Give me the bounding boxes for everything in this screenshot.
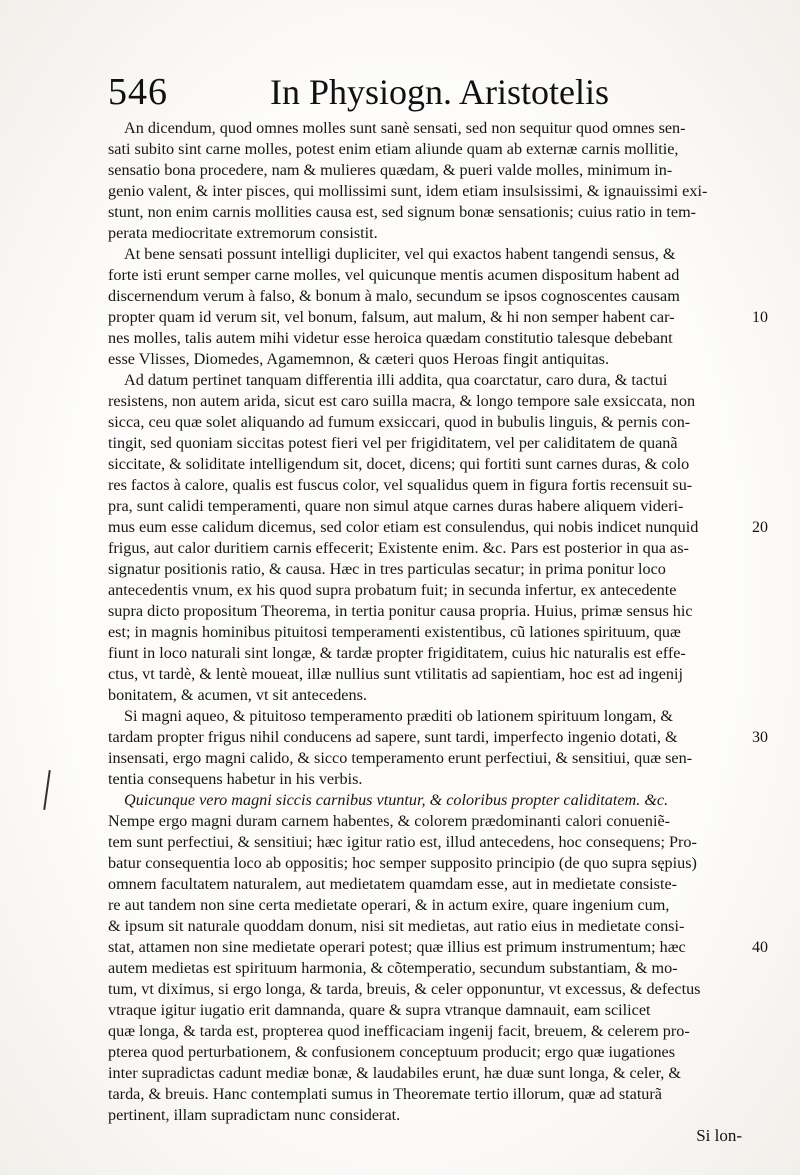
text-line: Ad datum pertinet tanquam differentia illi addita, qua coarctatur, caro dura, & tactui — [124, 371, 668, 389]
text-line: resistens, non autem arida, sicut est caro suilla macra, & longo tempore sale exsiccata, non — [108, 392, 696, 410]
margin-pen-mark — [43, 770, 51, 810]
margin-line-number: 40 — [752, 939, 768, 956]
text-line: est; in magnis hominibus pituitosi temperamenti existentibus, cũ lationes spirituum, quæ — [108, 623, 681, 641]
text-line: pertinent, illam supradictam nunc considerat. — [108, 1106, 401, 1124]
margin-line-number: 10 — [752, 309, 768, 326]
text-line: Si magni aqueo, & pituitoso temperamento præditi ob lationem spirituum longam, & — [124, 707, 673, 725]
text-line: fiunt in loco naturali sint longæ, & tardæ propter frigiditatem, cuius hic naturalis est effe- — [108, 644, 686, 662]
text-line: & ipsum sit naturale quoddam donum, nisi sit medietas, aut ratio eius in medietate consi- — [108, 917, 685, 935]
text-line: discernendum verum à falso, & bonum à malo, secundum se ipsos cognoscentes causam — [108, 287, 680, 305]
text-line: res factos à calore, qualis est fuscus color, vel squalidus quem in figura fortis recensuit su- — [108, 476, 693, 494]
text-line: tentia consequens habetur in his verbis. — [108, 770, 363, 788]
text-line: siccitate, & soliditate intelligendum sit, docet, dicens; qui fortiti sunt carnes duras, & colo — [108, 455, 690, 473]
text-line: re aut tandem non sine certa medietate operari, & in actum exire, quare ingenium cum, — [108, 896, 670, 914]
text-line: ctus, vt tardè, & lentè moueat, illæ nullius sunt vtilitatis ad sapientiam, hoc est ad ingenij — [108, 665, 684, 683]
text-line: forte isti erunt semper carne molles, vel quicunque mentis acumen dispositum habent ad — [108, 266, 680, 284]
text-line: mus eum esse calidum dicemus, sed color etiam est consulendus, qui nobis indicet nunquid — [108, 518, 699, 536]
text-line: supra dicto propositum Theorema, in tertia ponitur causa propria. Huius, primæ sensus hic — [108, 602, 693, 620]
text-line: vtraque igitur iugatio erit damnanda, quare & supra vtranque damnauit, eam scilicet — [108, 1001, 651, 1019]
text-line: pra, sunt calidi temperamenti, quare non simul atque carnes duras habere aliquem videri- — [108, 497, 684, 515]
text-line: stat, attamen non sine medietate operari potest; quæ illius est primum instrumentum; hæc — [108, 938, 686, 956]
text-line: An dicendum, quod omnes molles sunt sanè sensati, sed non sequitur quod omnes sen- — [124, 119, 686, 137]
text-line: signatur positionis ratio, & causa. Hæc in tres particulas secatur; in prima ponitur loco — [108, 560, 666, 578]
text-line: genio valent, & inter pisces, qui mollissimi sunt, idem etiam insulsissimi, & ignauissimi exi- — [108, 182, 708, 200]
body-text — [108, 118, 758, 1126]
text-line: propter quam id verum sit, vel bonum, falsum, aut malum, & hi non semper habent car- — [108, 308, 675, 326]
page-header — [108, 68, 628, 116]
text-line: frigus, aut calor duritiem carnis effecerit; Existente enim. &c. Pars est posterior in qua as- — [108, 539, 689, 557]
text-line: batur consequentia loco ab oppositis; hoc semper supposito principio (de quo supra sępius) — [108, 854, 697, 872]
text-line: esse Vlisses, Diomedes, Agamemnon, & cæteri quos Heroas fingit antiquitas. — [108, 350, 609, 368]
text-line: sicca, ceu quæ solet aliquando ad fumum exsiccari, quod in bubulis linguis, & pernis con- — [108, 413, 691, 431]
text-line: Nempe ergo magni duram carnem habentes, & colorem prædominanti calori conueniẽ- — [108, 812, 671, 830]
text-line: sati subito sint carne molles, potest enim etiam aliunde quam ab externæ carnis mollitie, — [108, 140, 679, 158]
text-line: tingit, sed quoniam siccitas potest fieri vel per frigiditatem, vel per caliditatem de quanã — [108, 434, 678, 452]
text-line: insensati, ergo magni calido, & sicco temperamento erunt perfectiui, & sensitiui, quæ sen- — [108, 749, 693, 767]
text-line: sensatio bona procedere, nam & mulieres quædam, & pueri valde molles, minimum in- — [108, 161, 673, 179]
text-line: perata mediocritate extremorum consistit. — [108, 224, 378, 242]
text-line: At bene sensati possunt intelligi dupliciter, vel qui exactos habent tangendi sensus, & — [124, 245, 676, 263]
text-line: tardam propter frigus nihil conducens ad sapere, sunt tardi, imperfecto ingenio dotati, & — [108, 728, 678, 746]
text-line: tem sunt perfectiui, & sensitiui; hæc igitur ratio est, illud antecedens, hoc consequens; Pro- — [108, 833, 697, 851]
text-line: omnem facultatem naturalem, aut medietatem quamdam esse, aut in medietate consiste- — [108, 875, 678, 893]
text-line: antecedentis vnum, ex his quod supra probatum fuit; in secunda infertur, ex antecedente — [108, 581, 677, 599]
text-line: tum, vt diximus, si ergo longa, & tarda, breuis, & celer opponuntur, vt excessus, & defectus — [108, 980, 701, 998]
text-line: tarda, & breuis. Hanc contemplati sumus in Theoremate tertio illorum, quæ ad staturã — [108, 1085, 662, 1103]
text-line: nes molles, talis autem mihi videtur esse heroica quædam constitutio talesque debebant — [108, 329, 673, 347]
margin-line-number: 30 — [752, 729, 768, 746]
text-line: stunt, non enim carnis mollities causa est, sed signum bonæ sensationis; cuius ratio in tem- — [108, 203, 697, 221]
text-line: Quicunque vero magni siccis carnibus vtuntur, & coloribus propter caliditatem. &c. — [124, 791, 669, 809]
catchword: Si lon- — [696, 1126, 742, 1145]
margin-line-number: 20 — [752, 519, 768, 536]
page-number: 546 — [108, 71, 168, 113]
text-line: bonitatem, & acumen, vt sit antecedens. — [108, 686, 367, 704]
text-line: quæ longa, & tarda est, propterea quod inefficaciam ingenij facit, breuem, & celerem pro- — [108, 1022, 690, 1040]
text-line: pterea quod perturbationem, & confusionem conceptuum producit; ergo quæ iugationes — [108, 1043, 676, 1061]
text-line: inter supradictas cadunt mediæ bonæ, & laudabiles erunt, hæ duæ sunt longa, & celer, & — [108, 1064, 681, 1082]
text-line: autem medietas est spirituum harmonia, & cõtemperatio, secundum substantiam, & mo- — [108, 959, 678, 977]
running-head: In Physiogn. Aristotelis — [270, 72, 610, 112]
